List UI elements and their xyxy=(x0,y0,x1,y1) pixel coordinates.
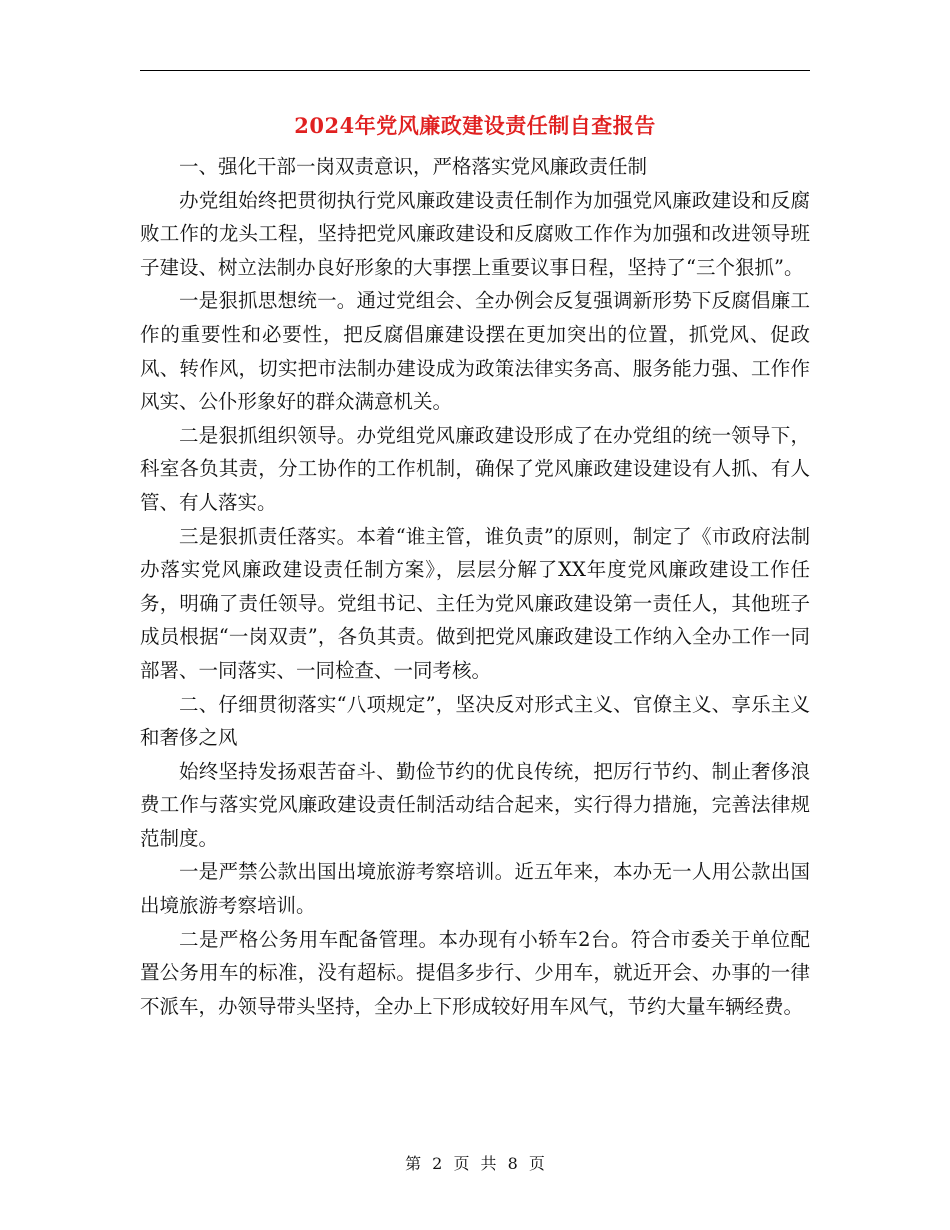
page-number-footer: 第 2 页 共 8 页 xyxy=(405,1154,545,1173)
header-rule xyxy=(140,70,810,71)
document-title: 2024年党风廉政建设责任制自查报告 xyxy=(294,113,656,138)
document-body xyxy=(140,150,810,1023)
paragraph: 二是狠抓组织领导。办党组党风廉政建设形成了在办党组的统一领导下，科室各负其责，分工协作的工作机制，确保了党风廉政建设建设有人抓、有人管、有人落实。 xyxy=(140,423,810,514)
paragraph: 一是狠抓思想统一。通过党组会、全办例会反复强调新形势下反腐倡廉工作的重要性和必要性，把反腐倡廉建设摆在更加突出的位置，抓党风、促政风、转作风，切实把市法制办建设成为政策法律实务高、服务能力强、工作作风实、公仆形象好的群众满意机关。 xyxy=(140,289,810,414)
paragraph: 二、仔细贯彻落实“八项规定”，坚决反对形式主义、官僚主义、享乐主义和奢侈之风 xyxy=(140,692,810,750)
paragraph: 一是严禁公款出国出境旅游考察培训。近五年来，本办无一人用公款出国出境旅游考察培训。 xyxy=(140,860,810,918)
paragraph: 办党组始终把贯彻执行党风廉政建设责任制作为加强党风廉政建设和反腐败工作的龙头工程，坚持把党风廉政建设和反腐败工作作为加强和改进领导班子建设、树立法制办良好形象的大事摆上重要议事日程，坚持了“三个狠抓”。 xyxy=(140,188,810,279)
paragraph: 三是狠抓责任落实。本着“谁主管，谁负责”的原则，制定了《市政府法制办落实党风廉政建设责任制方案》，层层分解了XX年度党风廉政建设工作任务，明确了责任领导。党组书记、主任为党风廉政建设第一责任人，其他班子成员根据“一岗双责”，各负其责。做到把党风廉政建设工作纳入全办工作一同部署、一同落实、一同检查、一同考核。 xyxy=(140,524,810,682)
paragraph: 一、强化干部一岗双责意识，严格落实党风廉政责任制 xyxy=(179,155,648,178)
paragraph: 始终坚持发扬艰苦奋斗、勤俭节约的优良传统，把厉行节约、制止奢侈浪费工作与落实党风廉政建设责任制活动结合起来，实行得力措施，完善法律规范制度。 xyxy=(140,759,810,850)
paragraph: 二是严格公务用车配备管理。本办现有小轿车2台。符合市委关于单位配置公务用车的标准，没有超标。提倡多步行、少用车，就近开会、办事的一律不派车，办领导带头坚持，全办上下形成较好用车风气，节约大量车辆经费。 xyxy=(140,927,810,1018)
